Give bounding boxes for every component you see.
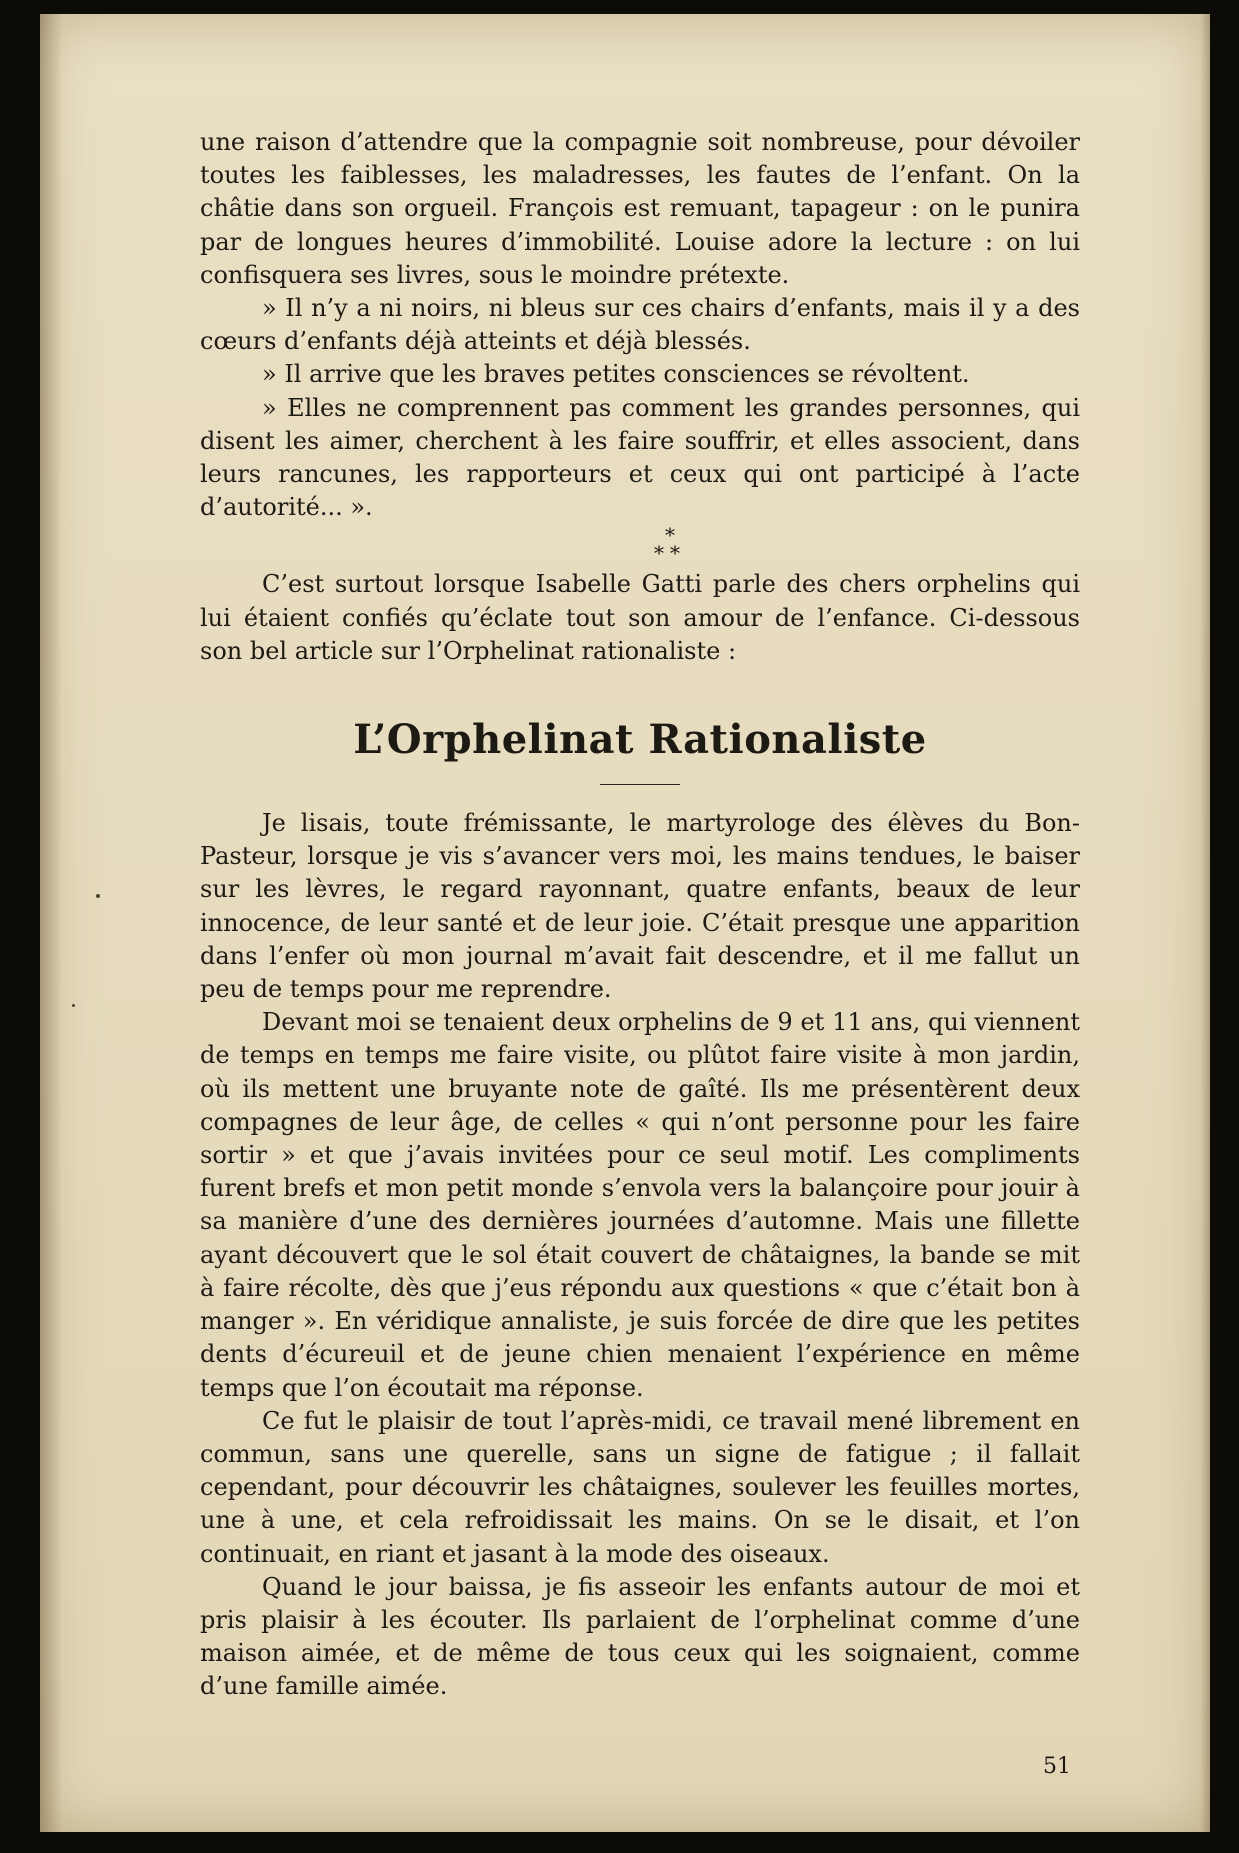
asterism-bottom: ** xyxy=(654,541,686,566)
paper-speck xyxy=(96,894,100,898)
page-edge xyxy=(1200,14,1210,1832)
paragraph: Je lisais, toute frémissante, le martyrologe des élèves du Bon-Pasteur, lorsque je vis s’avancer vers moi, les mains tendues, le baiser sur les lèvres, le regard rayonnant, quatre enfants, beaux de leur innocence, de leur santé et de leur joie. C’était presque une apparition dans l’enfer où mon journal m’avait fait descendre, et il me fallut un peu de temps pour me reprendre. xyxy=(200,809,1080,1004)
paragraph: une raison d’attendre que la compagnie soit nombreuse, pour dévoiler toutes les faiblesses, les maladresses, les fautes de l’enfant. On la châtie dans son orgueil. François est remuant, tapageur : on le punira par de longues heures d’immobilité. Louise adore la lecture : on lui confisquera ses livres, sous le moindre prétexte. xyxy=(200,128,1080,289)
paragraph: » Elles ne comprennent pas comment les grandes personnes, qui disent les aimer, cherchent à les faire souffrir, et elles associent, dans leurs rancunes, les rapporteurs et ceux qui ont participé à l’acte d’autorité... ». xyxy=(200,393,1080,522)
asterism-divider xyxy=(260,523,1080,568)
paper-speck xyxy=(72,1004,75,1007)
paragraph: C’est surtout lorsque Isabelle Gatti parle des chers orphelins qui lui étaient confiés qu’éclate tout son amour de l’enfance. Ci-dessous son bel article sur l’Orphelinat rationaliste : xyxy=(200,570,1080,665)
article-title: L’Orphelinat Rationaliste xyxy=(353,716,927,764)
paragraph: » Il n’y a ni noirs, ni bleus sur ces chairs d’enfants, mais il y a des cœurs d’enfants déjà atteints et déjà blessés. xyxy=(200,294,1080,356)
book-page xyxy=(40,14,1210,1832)
asterism-top: * xyxy=(665,523,675,548)
text-column xyxy=(200,126,1080,1704)
spine-shadow xyxy=(40,14,62,1832)
title-rule xyxy=(600,784,680,785)
paragraph: Devant moi se tenaient deux orphelins de 9 et 11 ans, qui viennent de temps en temps me faire visite, ou plûtot faire visite à mon jardin, où ils mettent une bruyante note de gaîté. Ils me présentèrent deux compagnes de leur âge, de celles « qui n’ont personne pour les faire sortir » et que j’avais invitées pour ce seul motif. Les compliments furent brefs et mon petit monde s’envola vers la balançoire pour jouir à sa manière d’une des dernières journées d’automne. Mais une fillette ayant découvert que le sol était couvert de châtaignes, la bande se mit à faire récolte, dès que j’eus répondu aux questions « que c’était bon à manger ». En véridique annaliste, je suis forcée de dire que les petites dents d’écureuil et de jeune chien menaient l’expérience en même temps que l’on écoutait ma réponse. xyxy=(200,1008,1080,1402)
page-number: 51 xyxy=(1043,1754,1071,1779)
paragraph: Quand le jour baissa, je fis asseoir les enfants autour de moi et pris plaisir à les écouter. Ils parlaient de l’orphelinat comme d’une maison aimée, et de même de tous ceux qui les soignaient, comme d’une famille aimée. xyxy=(200,1572,1080,1701)
paragraph: Ce fut le plaisir de tout l’après-midi, ce travail mené librement en commun, sans une querelle, sans un signe de fatigue ; il fallait cependant, pour découvrir les châtaignes, soulever les feuilles mortes, une à une, et cela refroidissait les mains. On se le disait, et l’on continuait, en riant et jasant à la mode des oiseaux. xyxy=(200,1406,1080,1568)
paragraph: » Il arrive que les braves petites consciences se révoltent. xyxy=(262,360,970,389)
